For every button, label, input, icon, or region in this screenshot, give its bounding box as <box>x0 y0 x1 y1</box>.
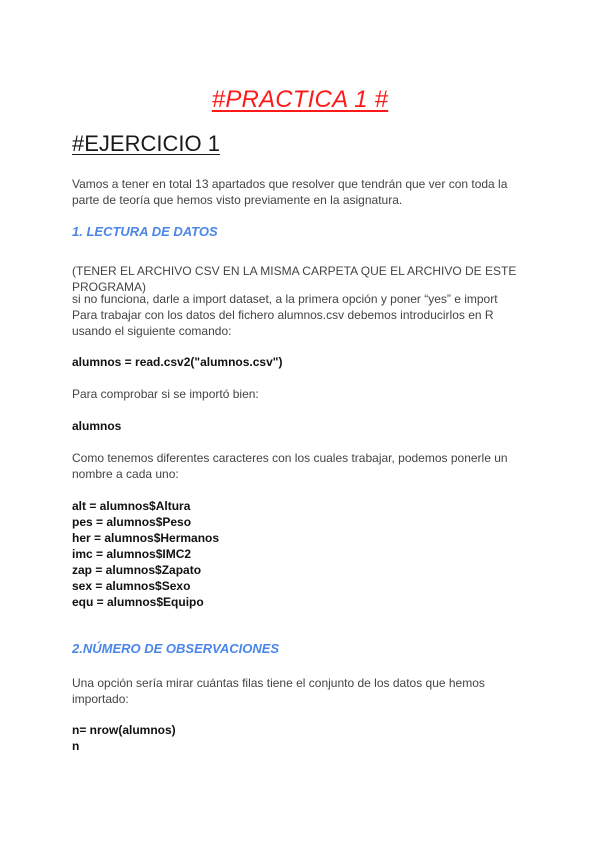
intro-paragraph: Vamos a tener en total 13 apartados que resolver que tendrán que ver con toda la parte de teoría que hemos visto previamente en la asignatura. <box>72 177 508 207</box>
code-read-csv: alumnos = read.csv2("alumnos.csv") <box>72 355 283 369</box>
document-title: #PRACTICA 1 # <box>211 86 389 113</box>
section-2-heading: 2.NÚMERO DE OBSERVACIONES <box>72 641 280 656</box>
code-assignment: sex = alumnos$Sexo <box>72 579 191 593</box>
observations-paragraph: Una opción sería mirar cuántas filas tiene el conjunto de los datos que hemos importado: <box>72 676 485 706</box>
code-assignment: imc = alumnos$IMC2 <box>72 547 192 561</box>
csv-note: (TENER EL ARCHIVO CSV EN LA MISMA CARPETA QUE EL ARCHIVO DE ESTE PROGRAMA) <box>72 264 517 294</box>
code-assignment: zap = alumnos$Zapato <box>72 563 202 577</box>
code-print-alumnos: alumnos <box>72 419 122 433</box>
section-1-heading: 1. LECTURA DE DATOS <box>72 224 218 239</box>
code-print-n: n <box>72 739 80 753</box>
code-nrow: n= nrow(alumnos) <box>72 723 176 737</box>
code-assignment: alt = alumnos$Altura <box>72 499 191 513</box>
import-tip: si no funciona, darle a import dataset, a la primera opción y poner “yes” e import <box>72 292 498 306</box>
code-assignment: pes = alumnos$Peso <box>72 515 192 529</box>
code-assignment: her = alumnos$Hermanos <box>72 531 220 545</box>
naming-paragraph: Como tenemos diferentes caracteres con los cuales trabajar, podemos ponerle un nombre a cada uno: <box>72 451 508 481</box>
exercise-heading: #EJERCICIO 1 <box>72 131 220 156</box>
read-instructions: Para trabajar con los datos del fichero alumnos.csv debemos introducirlos en R usando el siguiente comando: <box>72 308 494 338</box>
check-import-text: Para comprobar si se importó bien: <box>72 387 259 401</box>
code-assignment: equ = alumnos$Equipo <box>72 595 204 609</box>
